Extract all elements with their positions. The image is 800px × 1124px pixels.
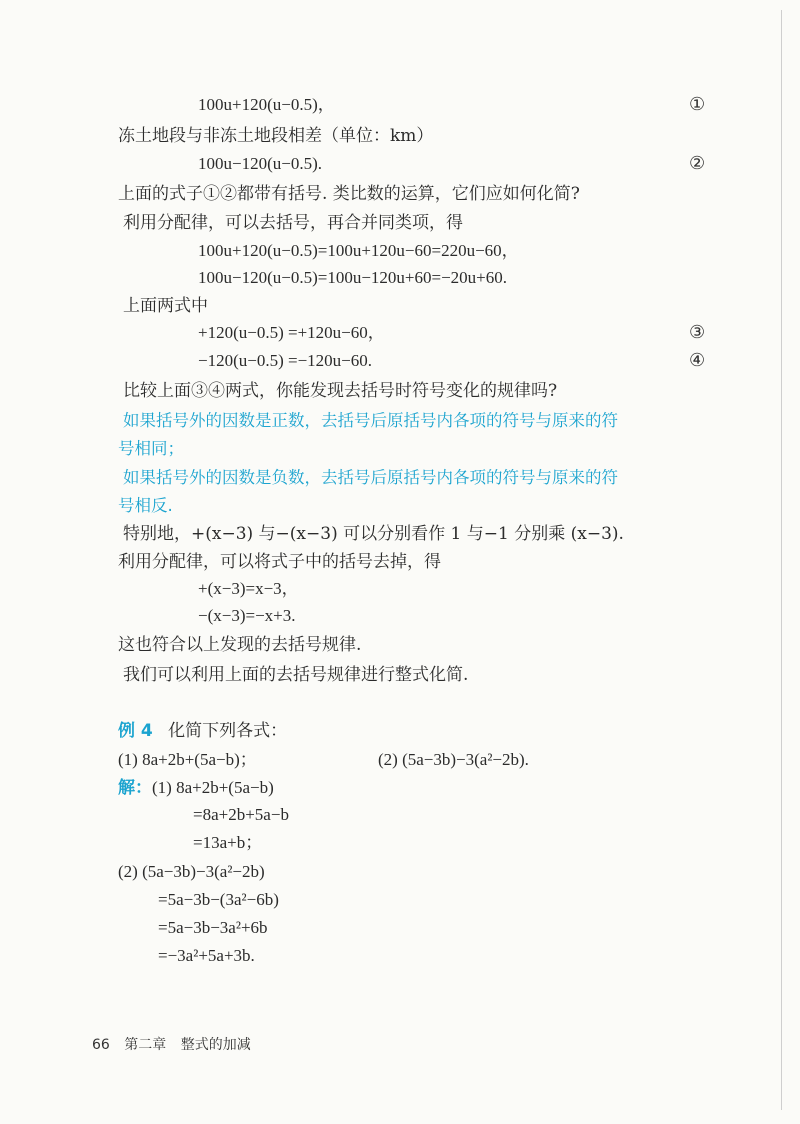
marker-2: ② [689,153,706,174]
solution-line-6: =5a−3b−3a²+6b [158,918,268,937]
page-number: 66 [92,1037,110,1053]
text-line-4: 上面的式子①②都带有括号. 类比数的运算，它们应如何化简? [118,184,580,204]
rule-positive-line-2: 号相同； [118,439,184,458]
example-part-1: (1) 8a+2b+(5a−b)； [118,750,257,769]
marker-3: ③ [689,322,706,343]
equation-line-18: +(x−3)=x−3， [198,579,299,598]
example-instruction: 化简下列各式： [168,721,288,741]
text-line-5: 利用分配律，可以去括号，再合并同类项，得 [123,213,463,233]
text-line-8: 上面两式中 [123,296,208,316]
text-line-2: 冻土地段与非冻土地段相差（单位：km） [118,126,434,146]
page-edge-line [781,10,782,1110]
marker-1: ① [689,94,706,115]
text-line-21: 我们可以利用上面的去括号规律进行整式化简. [123,665,469,685]
solution-line-2: =8a+2b+5a−b [193,805,289,824]
text-line-17: 利用分配律，可以将式子中的括号去掉，得 [118,552,441,572]
rule-negative-line-2: 号相反. [118,496,173,515]
text-line-11: 比较上面③④两式，你能发现去括号时符号变化的规律吗? [123,381,558,401]
solution-line-7: =−3a²+5a+3b. [158,946,255,965]
marker-4: ④ [689,350,706,371]
equation-line-10: −120(u−0.5) =−120u−60. [198,351,373,370]
equation-line-6: 100u+120(u−0.5)=100u+120u−60=220u−60， [198,241,519,260]
equation-line-1: 100u+120(u−0.5)， [198,95,335,114]
solution-line-4: (2) (5a−3b)−3(a²−2b) [118,862,265,881]
chapter-label: 第二章 [124,1037,167,1053]
text-line-16: 特别地，+(x−3) 与−(x−3) 可以分别看作 1 与−1 分别乘 (x−3). [123,524,624,544]
equation-line-9: +120(u−0.5) =+120u−60， [198,323,385,342]
page-footer [92,1034,261,1054]
solution-line-1 [118,777,274,799]
example-part-2: (2) (5a−3b)−3(a²−2b). [378,750,529,769]
equation-line-19: −(x−3)=−x+3. [198,606,296,625]
solution-part-1-expr: (1) 8a+2b+(5a−b) [152,778,274,797]
solution-label: 解： [118,778,152,798]
example-heading [118,720,287,742]
equation-line-3: 100u−120(u−0.5). [198,154,322,173]
equation-line-7: 100u−120(u−0.5)=100u−120u+60=−20u+60. [198,268,508,287]
text-line-20: 这也符合以上发现的去括号规律. [118,635,362,655]
solution-line-5: =5a−3b−(3a²−6b) [158,890,279,909]
example-label: 例 4 [118,721,153,741]
rule-negative-line-1: 如果括号外的因数是负数，去括号后原括号内各项的符号与原来的符 [123,468,618,487]
solution-line-3: =13a+b； [193,833,263,852]
chapter-title: 整式的加减 [180,1037,251,1053]
rule-positive-line-1: 如果括号外的因数是正数，去括号后原括号内各项的符号与原来的符 [123,411,618,430]
